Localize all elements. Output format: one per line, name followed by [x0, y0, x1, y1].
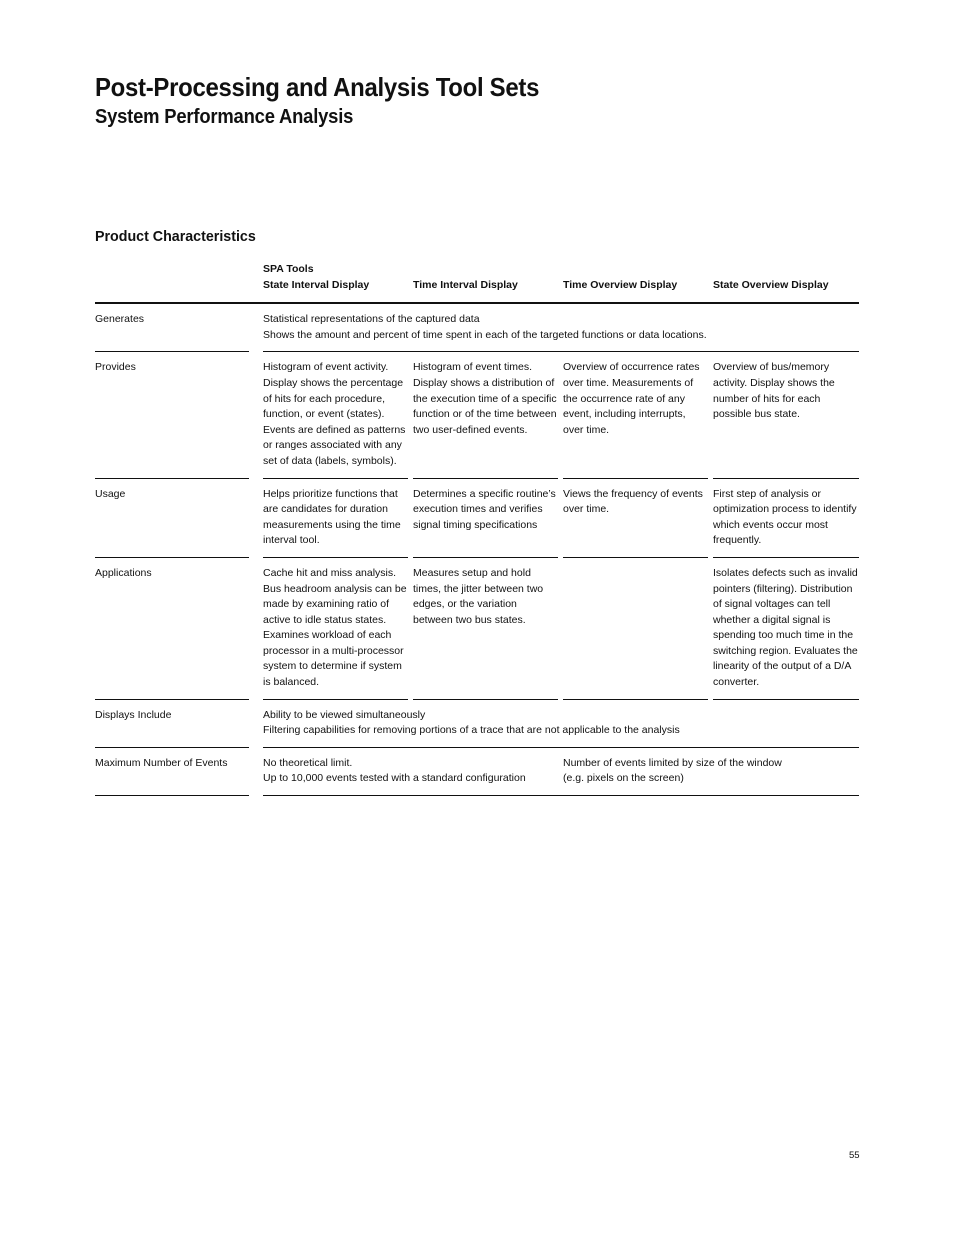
product-characteristics-table: [95, 262, 859, 796]
row-label: Provides: [95, 352, 249, 478]
cell-text-line: Filtering capabilities for removing portions of a trace that are not applicable to the analysis: [263, 724, 680, 737]
group-label: SPA Tools: [263, 263, 314, 275]
row-label: Usage: [95, 479, 249, 558]
table-cell: Isolates defects such as invalid pointers (filtering). Distribution of signal voltages can tell whether a digital signal is spending too much time in the switching region. Evaluates the linearity of the output of a D/A converter.: [713, 558, 859, 700]
page-subtitle: System Performance Analysis: [95, 106, 354, 128]
column-header-state-interval: [263, 262, 413, 293]
column-header-time-overview: Time Overview Display: [563, 278, 678, 291]
table-row: [95, 748, 859, 796]
table-cell: Determines a specific routine’s execution times and verifies signal timing specifications: [413, 479, 558, 558]
table-cell: [263, 700, 859, 748]
table-cell: Histogram of event activity. Display shows the percentage of hits for each procedure, function, or event (states). Events are defined as patterns or ranges associated with any set of data (labels, symbols).: [263, 352, 408, 478]
table-row: [95, 479, 859, 558]
cell-text-line: Number of events limited by size of the window: [563, 756, 782, 769]
cell-text-line: Up to 10,000 events tested with a standard configuration: [263, 772, 526, 785]
table-cell: [563, 748, 859, 796]
table-cell: Overview of bus/memory activity. Display shows the number of hits for each possible bus state.: [713, 352, 859, 478]
row-label: Displays Include: [95, 700, 249, 748]
table-cell: [263, 304, 859, 352]
table-cell: Histogram of event times. Display shows a distribution of the execution time of a specific function or of the time between two user-defined events.: [413, 352, 558, 478]
table-cell: [263, 748, 563, 796]
column-header-state-overview: State Overview Display: [713, 278, 829, 291]
row-label: Generates: [95, 304, 249, 352]
table-row: [95, 352, 859, 478]
section-heading: Product Characteristics: [95, 228, 256, 245]
row-label: Maximum Number of Events: [95, 748, 249, 796]
table-cell: Cache hit and miss analysis. Bus headroom analysis can be made by examining ratio of active to idle status states. Examines workload of each processor in a multi-processor system to determine if system is balanced.: [263, 558, 408, 700]
cell-text-line: (e.g. pixels on the screen): [563, 772, 684, 785]
table-cell: First step of analysis or optimization process to identify which events occur most frequently.: [713, 479, 859, 558]
column-header-label: State Interval Display: [263, 278, 370, 291]
table-cell: Views the frequency of events over time.: [563, 479, 708, 558]
page-title: Post-Processing and Analysis Tool Sets: [95, 72, 540, 102]
table-row: [95, 558, 859, 700]
table-cell-empty: [563, 558, 708, 700]
table-cell: Measures setup and hold times, the jitter between two edges, or the variation between two bus states.: [413, 558, 558, 700]
table-header-row: [95, 262, 859, 304]
table-cell: Overview of occurrence rates over time. Measurements of the occurrence rate of any event, including interrupts, over time.: [563, 352, 708, 478]
row-label: Applications: [95, 558, 249, 700]
column-header-time-interval: Time Interval Display: [413, 278, 518, 291]
table-row: [95, 304, 859, 352]
table-row: [95, 700, 859, 748]
cell-text-line: Statistical representations of the captured data: [263, 313, 480, 326]
cell-text-line: Ability to be viewed simultaneously: [263, 708, 426, 721]
cell-text-line: Shows the amount and percent of time spent in each of the targeted functions or data locations.: [263, 328, 707, 341]
page-number: 55: [849, 1150, 860, 1161]
table-cell: Helps prioritize functions that are candidates for duration measurements using the time interval tool.: [263, 479, 408, 558]
cell-text-line: No theoretical limit.: [263, 756, 353, 769]
